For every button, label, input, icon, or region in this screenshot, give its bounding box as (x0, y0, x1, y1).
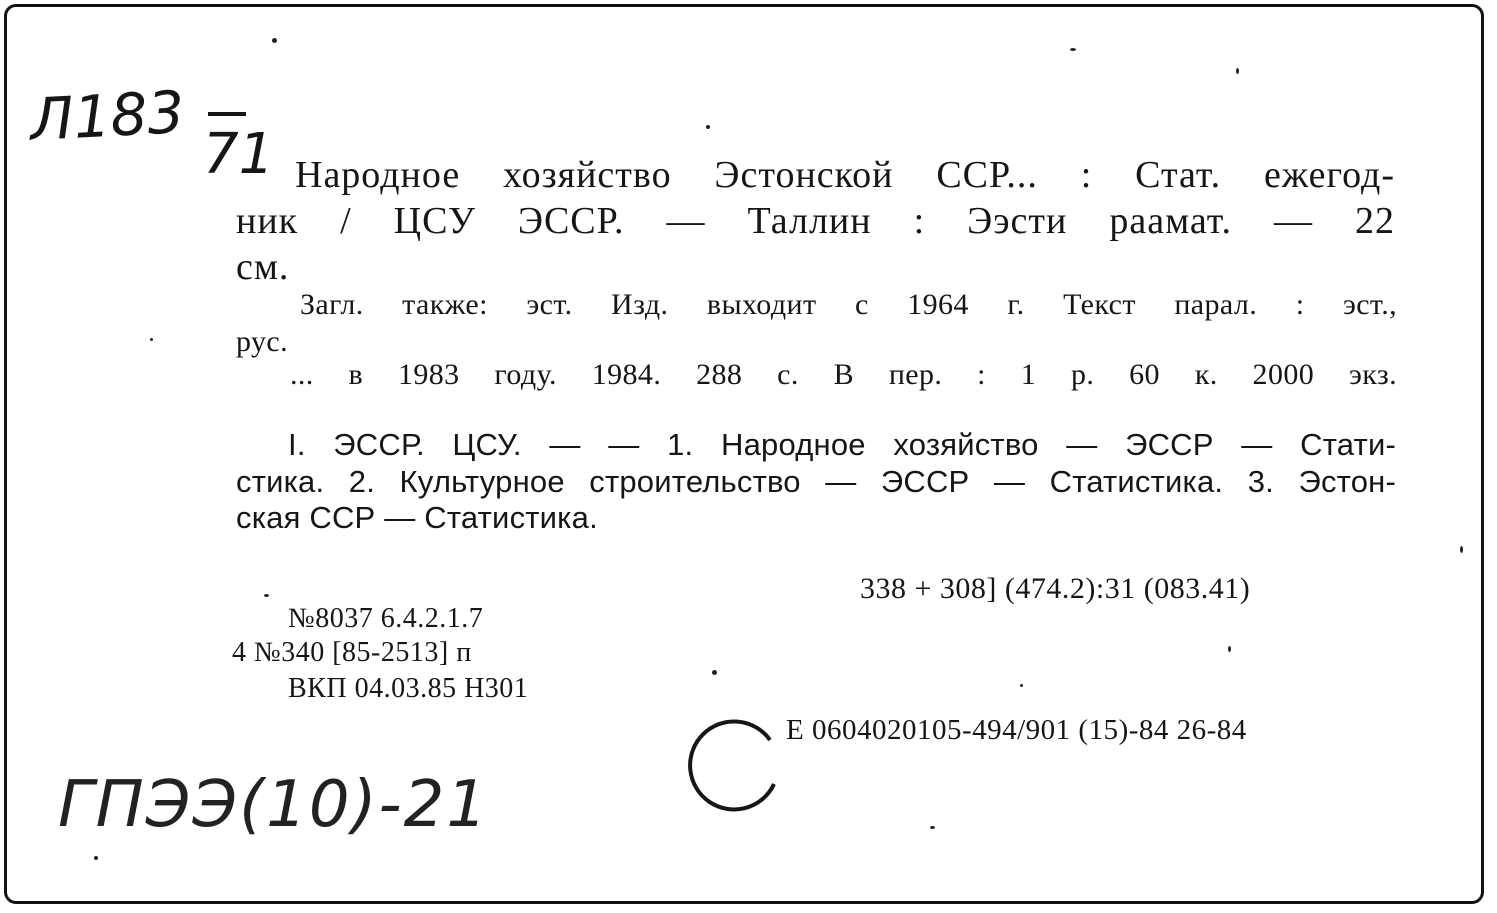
dust-speck (930, 826, 935, 829)
title-line-3: см. (236, 246, 290, 288)
dust-speck (1460, 546, 1463, 553)
dust-speck (1070, 48, 1076, 51)
handwritten-call-sub: 71 (203, 122, 275, 187)
subjects-line-3: ская ССР — Статистика. (236, 500, 598, 535)
udc-code: 338 + 308] (474.2):31 (083.41) (860, 572, 1251, 605)
note-line-1: Загл. также: эст. Изд. выходит с 1964 г. Текст парал. : эст., (300, 288, 1397, 321)
handwritten-call-number: Л183 (28, 78, 187, 154)
dust-speck (706, 125, 710, 129)
handwritten-bottom-note: ГПЭЭ(10)-21 (58, 768, 490, 842)
dust-speck (1228, 646, 1231, 652)
dust-speck (94, 856, 98, 860)
circle-mark-icon (684, 718, 794, 828)
dust-speck (264, 594, 269, 597)
dust-speck (1020, 684, 1023, 687)
call-number-divider (208, 112, 246, 116)
title-line-1: Народное хозяйство Эстонской ССР... : Стат. ежегод- (295, 154, 1395, 196)
subjects-line-1: I. ЭССР. ЦСУ. — — 1. Народное хозяйство — ЭССР — Стати- (288, 427, 1396, 462)
order-number: №8037 6.4.2.1.7 (288, 603, 484, 634)
vkp-code: ВКП 04.03.85 Н301 (288, 673, 529, 704)
dust-speck (150, 338, 153, 341)
volume-line: ... в 1983 году. 1984. 288 с. В пер. : 1 р. 60 к. 2000 экз. (290, 358, 1397, 391)
index-code: Е 0604020105-494/901 (15)-84 26-84 (786, 714, 1247, 746)
print-number: 4 №340 [85-2513] п (232, 637, 472, 668)
dust-speck (712, 670, 717, 675)
note-line-2: рус. (236, 325, 289, 358)
subjects-line-2: стика. 2. Культурное строительство — ЭССР — Статистика. 3. Эстон- (236, 464, 1396, 499)
dust-speck (1236, 68, 1239, 74)
title-line-2: ник / ЦСУ ЭССР. — Таллин : Ээсти раамат. — 22 (236, 200, 1395, 242)
dust-speck (272, 38, 277, 43)
